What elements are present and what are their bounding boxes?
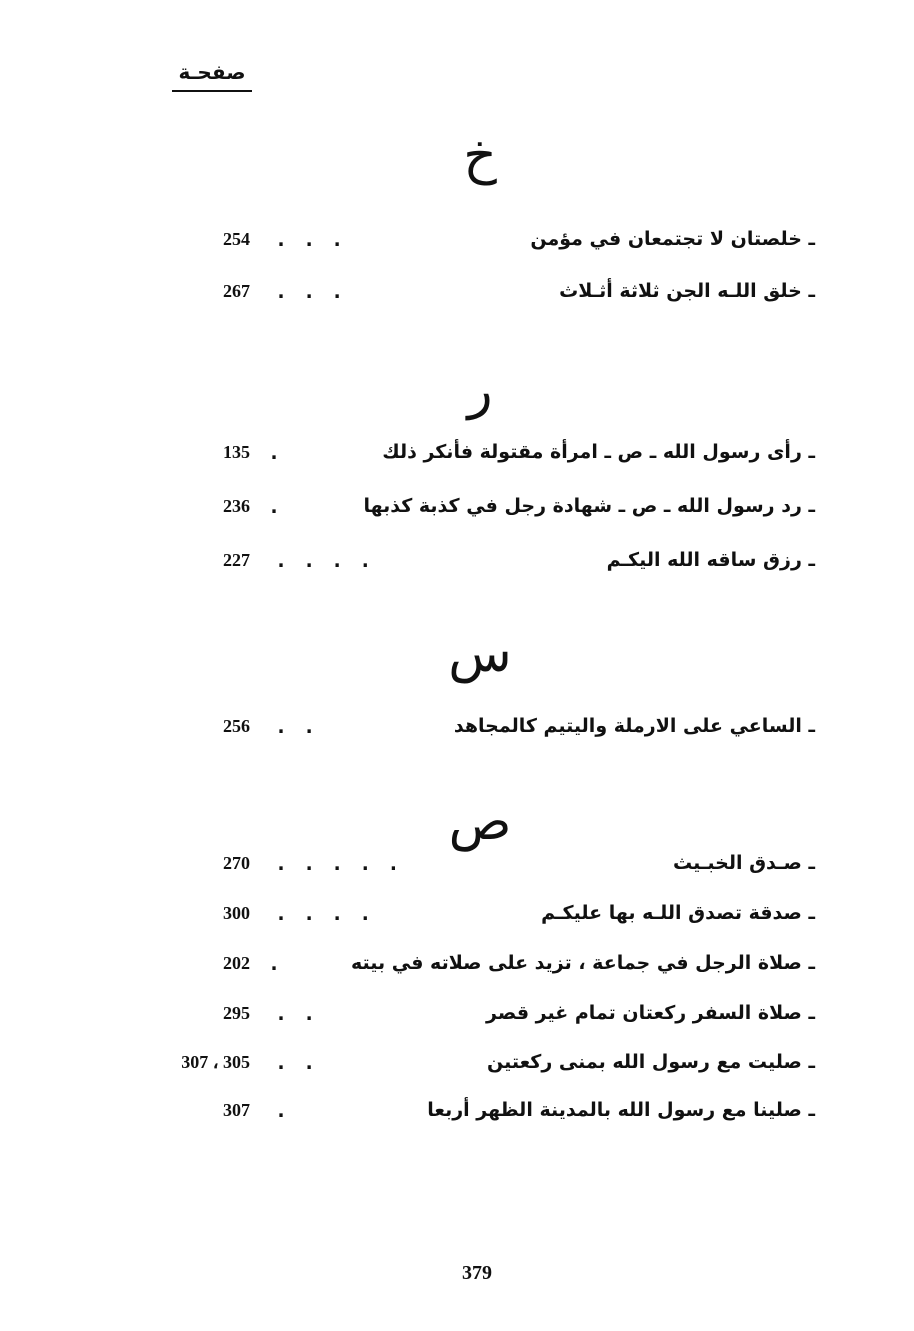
entry-text: ـ صـدق الخبـيث [673,852,815,874]
entry-page-number: 236 [223,496,250,516]
index-entry [150,1042,815,1082]
leader-dots: . . . [275,279,346,303]
index-entry [150,943,815,983]
index-entry [150,1090,815,1130]
leader-dots: . . [275,1001,318,1025]
leader-dots: . . . . [275,901,374,925]
section-letter-kha: خ [463,126,497,186]
entry-text: ـ خلصتان لا تجتمعان في مؤمن [530,228,815,250]
entry-page-number: 300 [223,903,250,923]
entry-page-number: 295 [223,1003,250,1023]
leader-dots: . . [275,1050,318,1074]
entry-text: ـ رزق ساقه الله اليكـم [606,549,815,571]
entry-text: ـ رد رسول الله ـ ص ـ شهادة رجل في كذبة كذبها [363,495,815,517]
entry-text: ـ صلاة السفر ركعتان تمام غير قصر [486,1002,815,1024]
section-letter-sad: ص [448,792,512,852]
index-entry [150,993,815,1033]
leader-dots: . [268,494,283,518]
index-entry [150,271,815,311]
entry-page-number: 256 [223,716,250,736]
entry-text: ـ خلق اللـه الجن ثلاثة أثـلاث [559,280,815,302]
entry-page-number: 254 [223,229,250,249]
leader-dots: . . . . . [275,851,402,875]
entry-page-number: 202 [223,953,250,973]
entry-text: ـ الساعي على الارملة واليتيم كالمجاهد [453,715,815,737]
entry-page-number: 270 [223,853,250,873]
leader-dots: . . . . [275,548,374,572]
entry-text: ـ صلينا مع رسول الله بالمدينة الظهر أربعا [427,1099,815,1121]
entry-page-number: 135 [223,442,250,462]
entry-text: ـ رأى رسول الله ـ ص ـ امرأة مقتولة فأنكر ذلك [382,441,815,463]
index-entry [150,893,815,933]
entry-page-number: 227 [223,550,250,570]
entry-text: ـ صدقة تصدق اللـه بها عليكـم [541,902,815,924]
entry-page-number: 267 [223,281,250,301]
entry-page-number: 305 ، 307 [181,1052,250,1072]
page-number: 379 [462,1262,492,1284]
page-column-header: صفحـة [172,60,252,92]
leader-dots: . . . [275,227,346,251]
index-entry [150,486,815,526]
index-entry [150,219,815,259]
index-entry [150,843,815,883]
index-entry [150,432,815,472]
section-letter-ra: ر [467,361,493,421]
section-letter-sin: س [448,624,512,684]
leader-dots: . [268,951,283,975]
leader-dots: . . [275,714,318,738]
entry-page-number: 307 [223,1100,250,1120]
index-entry [150,706,815,746]
index-entry [150,540,815,580]
leader-dots: . [275,1098,290,1122]
entry-text: ـ صلاة الرجل في جماعة ، تزيد على صلاته في بيته [350,952,815,974]
leader-dots: . [268,440,283,464]
entry-text: ـ صليت مع رسول الله بمنى ركعتين [486,1051,815,1073]
